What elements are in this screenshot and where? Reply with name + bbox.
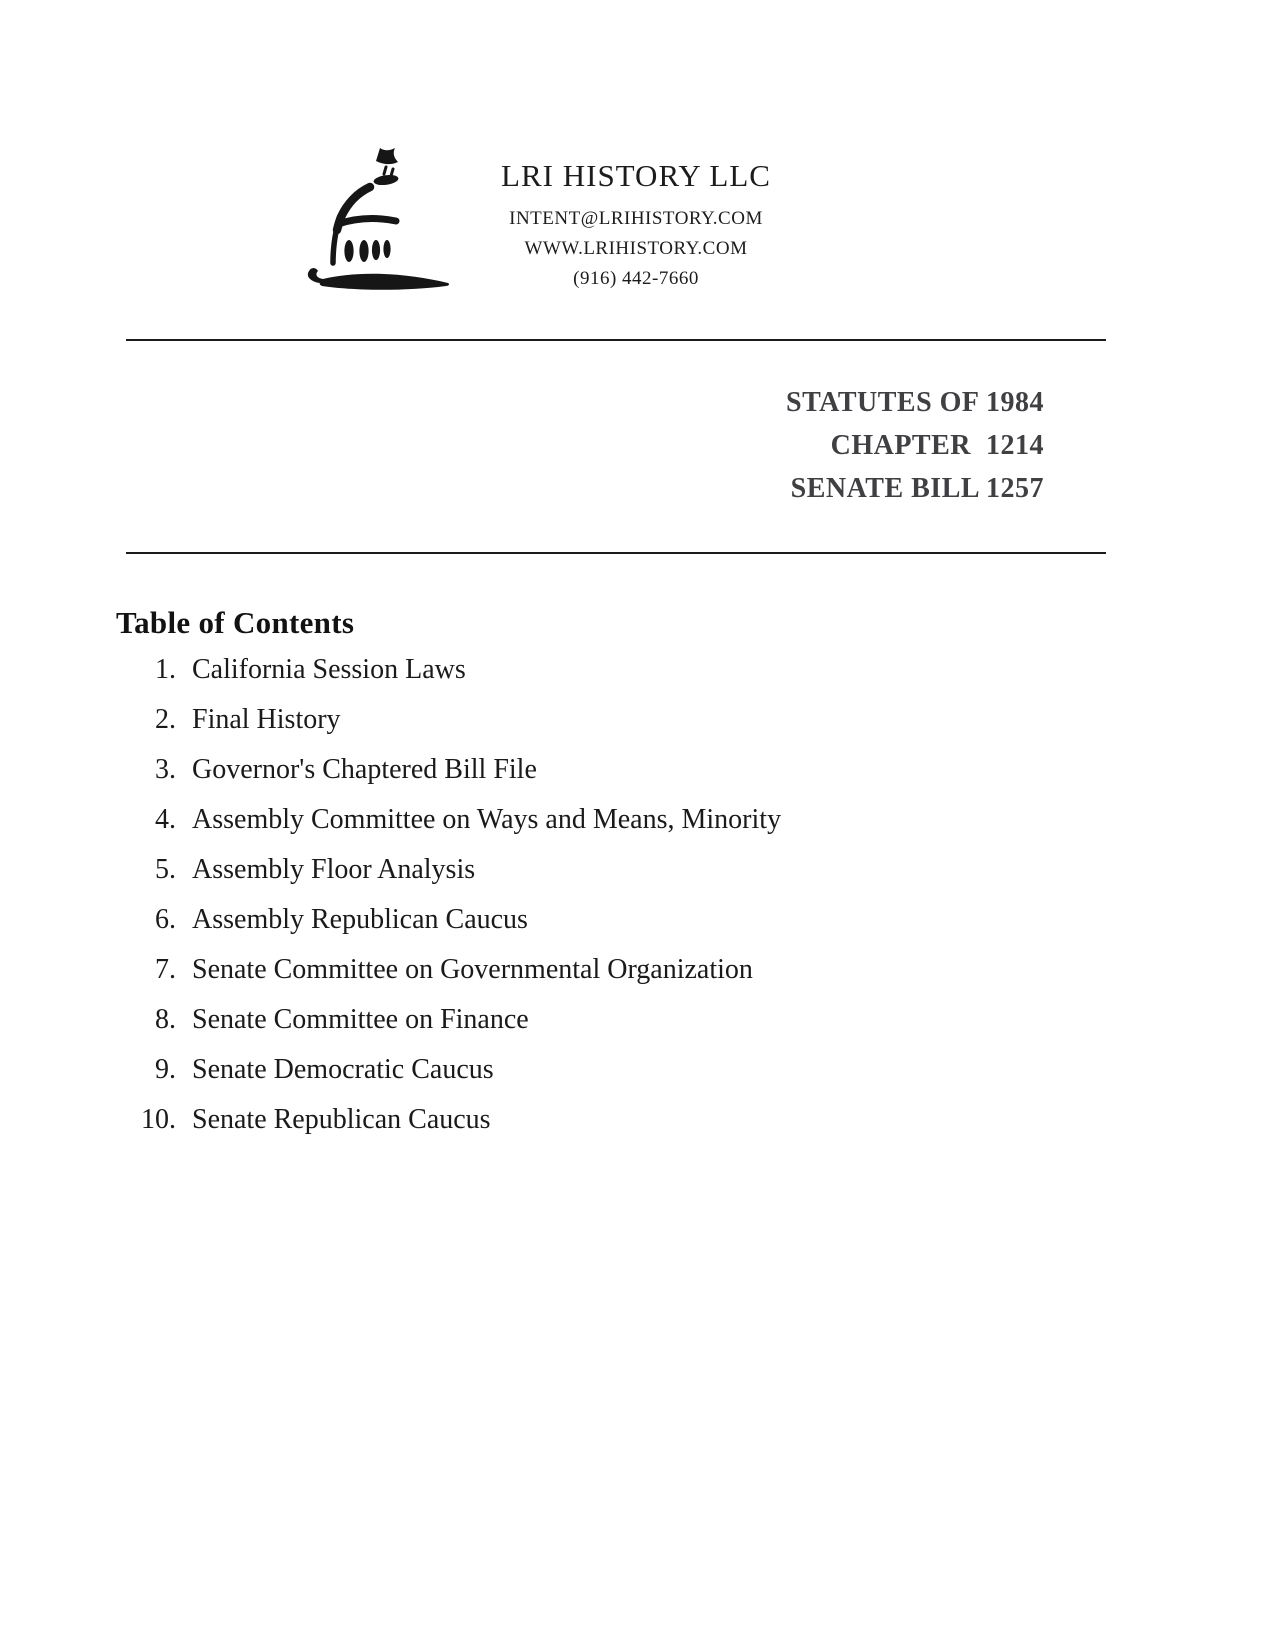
capitol-dome-logo-icon: [300, 136, 460, 296]
toc-item: [0, 1095, 1100, 1145]
toc-title: Table of Contents: [116, 604, 355, 640]
toc-item: [0, 945, 1100, 995]
toc-item-label: California Session Laws: [192, 654, 466, 685]
toc-item-label: Governor's Chaptered Bill File: [192, 754, 537, 785]
statute-reference-block: [786, 381, 1044, 510]
toc-item-number: 2.: [155, 704, 176, 735]
toc-item-number: 10.: [141, 1104, 176, 1135]
toc-item-label: Senate Republican Caucus: [192, 1104, 491, 1135]
toc-item: [0, 845, 1100, 895]
statutes-line: STATUTES OF 1984: [786, 387, 1044, 418]
toc-item: [0, 795, 1100, 845]
contact-phone: (916) 442-7660: [573, 268, 699, 289]
contact-email: INTENT@LRIHISTORY.COM: [509, 208, 763, 229]
toc-item-number: 6.: [155, 904, 176, 935]
toc-item: [0, 745, 1100, 795]
toc-item: [0, 1045, 1100, 1095]
chapter-line: CHAPTER 1214: [830, 430, 1044, 461]
toc-item: [0, 695, 1100, 745]
toc-item-number: 8.: [155, 1004, 176, 1035]
senate-bill-line: SENATE BILL 1257: [790, 473, 1044, 504]
toc-item-label: Senate Committee on Finance: [192, 1004, 529, 1035]
toc-item-number: 4.: [155, 804, 176, 835]
letterhead-text: [456, 160, 816, 294]
toc-item-number: 7.: [155, 954, 176, 985]
toc-item-label: Assembly Committee on Ways and Means, Minority: [192, 804, 782, 835]
company-name: LRI HISTORY LLC: [501, 158, 771, 193]
toc-item: [0, 995, 1100, 1045]
toc-item-label: Assembly Republican Caucus: [192, 904, 528, 935]
divider-rule-bottom: [126, 552, 1106, 554]
contact-block: [456, 204, 816, 294]
toc-item-label: Final History: [192, 704, 341, 735]
toc-list: [0, 645, 1100, 1145]
toc-item-label: Senate Democratic Caucus: [192, 1054, 494, 1085]
divider-rule-top: [126, 339, 1106, 341]
toc-item: [0, 645, 1100, 695]
contact-website: WWW.LRIHISTORY.COM: [524, 238, 748, 259]
toc-item-number: 1.: [155, 654, 176, 685]
toc-item-number: 5.: [155, 854, 176, 885]
toc-item: [0, 895, 1100, 945]
toc-item-label: Assembly Floor Analysis: [192, 854, 476, 885]
toc-item-label: Senate Committee on Governmental Organization: [192, 954, 753, 985]
toc-item-number: 3.: [155, 754, 176, 785]
toc-item-number: 9.: [155, 1054, 176, 1085]
